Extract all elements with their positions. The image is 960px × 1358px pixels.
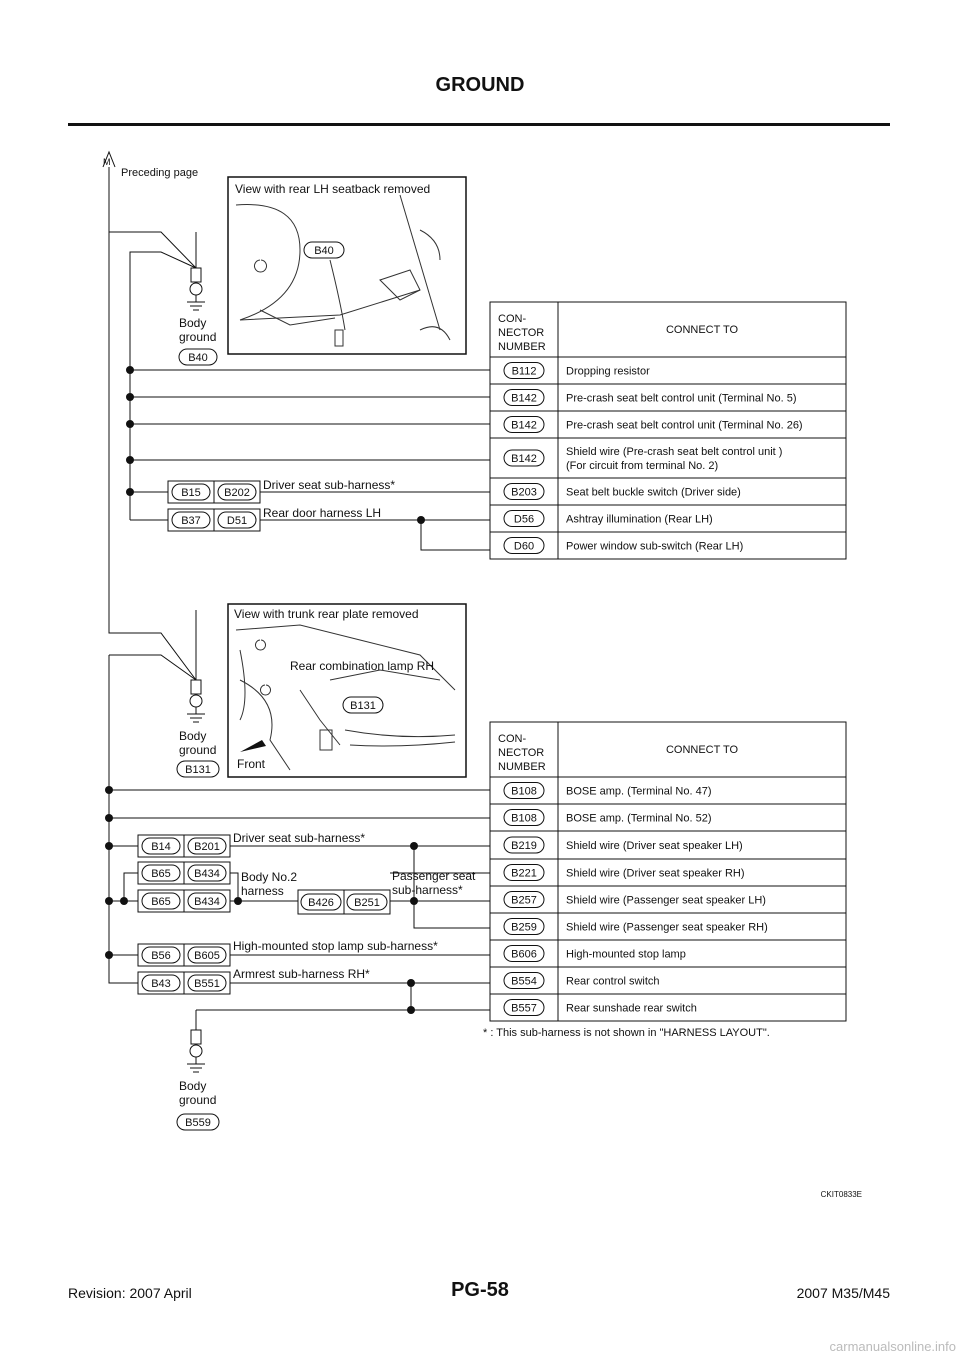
connect-to: BOSE amp. (Terminal No. 52) — [566, 812, 712, 825]
connector-number: B112 — [511, 365, 537, 378]
connect-to: Ashtray illumination (Rear LH) — [566, 513, 713, 526]
connector-number: D60 — [513, 540, 535, 553]
header-col2: CONNECT TO — [665, 744, 739, 756]
connector-number: B606 — [511, 948, 537, 961]
footer-page-number: PG-58 — [451, 1279, 509, 1301]
connector-table-2 — [490, 722, 846, 1021]
header-col1-l1: CON- — [498, 733, 527, 745]
ground-b40 — [179, 316, 217, 365]
ground-label-line1: Body — [179, 316, 207, 330]
connect-to: Dropping resistor — [566, 365, 650, 378]
photo-seatback — [228, 177, 466, 354]
connector-number: B257 — [511, 894, 537, 907]
connector-number: B108 — [511, 812, 537, 825]
header-col1-l3: NUMBER — [498, 761, 546, 773]
connector-number: B142 — [511, 392, 537, 405]
joint-label: Armrest sub-harness RH* — [233, 967, 370, 981]
header-col1-l2: NECTOR — [498, 327, 545, 339]
joint-b: D51 — [226, 515, 248, 527]
footnote: * : This sub-harness is not shown in "HARNESS LAYOUT". — [483, 1027, 770, 1039]
connector-number: B557 — [511, 1002, 537, 1015]
connector-number: B221 — [511, 867, 537, 880]
connector-number: D56 — [513, 513, 535, 526]
connector-number: B142 — [511, 419, 537, 432]
connect-to: Shield wire (Passenger seat speaker RH) — [566, 921, 768, 934]
photo2-callout-lamp: Rear combination lamp RH — [290, 659, 435, 673]
joint-b: B202 — [224, 487, 250, 499]
connector-number: B554 — [511, 975, 537, 988]
passenger-sub-line2: sub-harness* — [392, 883, 463, 897]
footer-revision: Revision: 2007 April — [68, 1285, 192, 1301]
header-col1-l2: NECTOR — [498, 747, 545, 759]
joint-b: B251 — [354, 897, 380, 909]
connect-to: Pre-crash seat belt control unit (Terminal No. 5) — [566, 392, 797, 405]
joint-mid — [298, 890, 390, 914]
connect-to: Rear sunshade rear switch — [566, 1002, 697, 1015]
photo2-front-label: Front — [237, 757, 266, 771]
joint-b: B551 — [194, 978, 220, 990]
joint-a: B56 — [151, 950, 171, 962]
connect-to: Shield wire (Driver seat speaker LH) — [566, 840, 743, 852]
joint-label: Rear door harness LH — [263, 506, 382, 520]
joint-b: B434 — [194, 868, 220, 880]
ground-label-line2: ground — [179, 330, 217, 344]
connect-to: Rear control switch — [566, 975, 660, 988]
joint-b: B605 — [194, 950, 220, 962]
joint-a: B43 — [151, 978, 171, 990]
header-col1-l1: CON- — [498, 313, 527, 325]
joint-a: B15 — [181, 487, 201, 499]
photo2-caption: View with trunk rear plate removed — [234, 607, 419, 621]
body-no2-line1: Body No.2 — [241, 870, 298, 884]
connector-table-1 — [490, 302, 846, 559]
photo2-callout-b131: B131 — [350, 700, 376, 712]
connector-number: B219 — [511, 840, 537, 852]
ground-label-line1: Body — [179, 729, 207, 743]
photo1-callout: B40 — [314, 245, 334, 257]
joint-b: B434 — [194, 896, 220, 908]
connect-to-line1: Shield wire (Pre-crash seat belt control unit ) — [566, 446, 783, 458]
connect-to: Power window sub-switch (Rear LH) — [566, 540, 744, 553]
ground-id: B131 — [185, 764, 211, 776]
connect-to: High-mounted stop lamp — [566, 948, 686, 961]
connect-to: Pre-crash seat belt control unit (Terminal No. 26) — [566, 419, 803, 432]
connector-number: B108 — [511, 785, 537, 798]
connect-to: Shield wire (Driver seat speaker RH) — [566, 867, 745, 880]
connect-to: Seat belt buckle switch (Driver side) — [566, 486, 741, 499]
watermark: carmanualsonline.info — [829, 1339, 956, 1354]
joint-label: Driver seat sub-harness* — [263, 478, 396, 492]
connector-number: B142 — [511, 453, 537, 465]
joint-a: B426 — [308, 897, 334, 909]
ground-label-line1: Body — [179, 1079, 207, 1093]
ground-b131 — [177, 729, 219, 777]
ground-b559 — [177, 1079, 219, 1130]
footer-model: 2007 M35/M45 — [796, 1285, 890, 1301]
connector-number: B203 — [511, 486, 537, 499]
ground-label-line2: ground — [179, 1093, 217, 1107]
header-col2: CONNECT TO — [665, 324, 739, 336]
header-col1-l3: NUMBER — [498, 341, 546, 353]
joint-a: B37 — [181, 515, 201, 527]
joint-label: Driver seat sub-harness* — [233, 831, 366, 845]
joint-b: B201 — [194, 841, 220, 853]
joint-a: B14 — [151, 841, 171, 853]
joint-label: High-mounted stop lamp sub-harness* — [233, 939, 438, 953]
photo1-caption: View with rear LH seatback removed — [235, 182, 431, 196]
ground-id: B559 — [185, 1117, 211, 1129]
joint-a: B65 — [151, 868, 171, 880]
ground-id: B40 — [188, 352, 208, 364]
page-title: GROUND — [435, 74, 525, 96]
connect-to-line2: (For circuit from terminal No. 2) — [566, 460, 719, 472]
passenger-sub-line1: Passenger seat — [392, 869, 476, 883]
body-no2-line2: harness — [241, 884, 284, 898]
ground-label-line2: ground — [179, 743, 217, 757]
photo-trunk — [228, 604, 466, 777]
joint-a: B65 — [151, 896, 171, 908]
preceding-page-label: Preceding page — [121, 167, 199, 179]
preceding-page-letter: M — [103, 157, 111, 167]
figure-code: CKIT0833E — [820, 1190, 862, 1199]
connector-number: B259 — [511, 921, 537, 934]
connect-to: Shield wire (Passenger seat speaker LH) — [566, 894, 766, 907]
connect-to: BOSE amp. (Terminal No. 47) — [566, 785, 712, 798]
